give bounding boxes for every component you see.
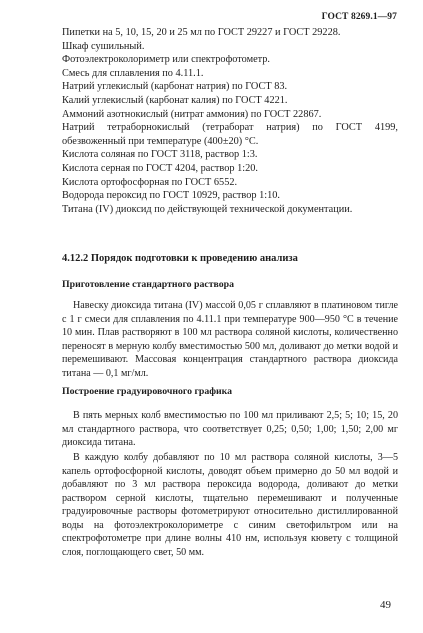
materials-item: Аммоний азотнокислый (нитрат аммония) по ГОСТ 22867. xyxy=(62,108,322,120)
materials-item: Кислота серная по ГОСТ 4204, раствор 1:20. xyxy=(62,162,258,174)
subsection-title-calibration: Построение градуировочного графика xyxy=(62,386,233,397)
section-title: 4.12.2 Порядок подготовки к проведению анализа xyxy=(62,253,298,264)
materials-item: Водорода пероксид по ГОСТ 10929, раствор 1:10. xyxy=(62,190,280,202)
materials-item: Смесь для сплавления по 4.11.1. xyxy=(62,67,204,79)
paragraph-standard-solution: Навеску диоксида титана (IV) массой 0,05 г сплавляют в платиновом тигле с 1 г смеси для сплавления по 4.11.1 при температуре 900—950 °С в течение 10 мин. Плав растворяют в 100 мл раствора соляной кислоты, количественно переносят в мерную колбу вместимостью 500 мл, доливают до метки водой и перемешивают. Массовая концентрация стандартного раствора диоксида титана — 0,1 мг/мл. xyxy=(62,300,398,379)
materials-item: Натрий тетраборнокислый (тетраборат натрия) по ГОСТ 4199, обезвоженный при температуре (400±20) °С. xyxy=(62,122,398,147)
subsection-title-standard-solution: Приготовление стандартного раствора xyxy=(62,279,234,290)
materials-item: Пипетки на 5, 10, 15, 20 и 25 мл по ГОСТ 29227 и ГОСТ 29228. xyxy=(62,27,341,38)
paragraph-calibration-1: В пять мерных колб вместимостью по 100 мл приливают 2,5; 5; 10; 15, 20 мл стандартного раствора, что соответствует 0,25; 0,50; 1,00; 1,50; 2,00 мг диоксида титана. xyxy=(62,410,398,448)
page-header-standard: ГОСТ 8269.1—97 xyxy=(321,12,397,22)
paragraph-calibration-2: В каждую колбу добавляют по 10 мл раствора соляной кислоты, 3—5 капель ортофосфорной кислоты, доводят объем примерно до 50 мл водой и добавляют по 3 мл раствора пероксида водорода, доливают до метки раствором серной кислоты, тщательно перемешивают и полученные градуировочные растворы фотометрируют относительно дистиллированной воды на фотоэлектроколориметре с синим светофильтром или на спектрофотометре при длине волны 410 нм, используя кювету с толщиной слоя, поглощающего свет, 50 мм. xyxy=(62,452,398,558)
materials-item: Кислота соляная по ГОСТ 3118, раствор 1:3. xyxy=(62,149,258,161)
materials-item: Натрий углекислый (карбонат натрия) по ГОСТ 83. xyxy=(62,81,288,93)
materials-item: Шкаф сушильный. xyxy=(62,40,145,52)
materials-item: Калий углекислый (карбонат калия) по ГОСТ 4221. xyxy=(62,94,288,106)
page-number: 49 xyxy=(380,599,391,611)
materials-item: Кислота ортофосфорная по ГОСТ 6552. xyxy=(62,176,238,188)
materials-item: Фотоэлектроколориметр или спектрофотометр. xyxy=(62,54,270,66)
materials-list xyxy=(62,26,398,216)
materials-item: Титана (IV) диоксид по действующей технической документации. xyxy=(62,203,353,215)
